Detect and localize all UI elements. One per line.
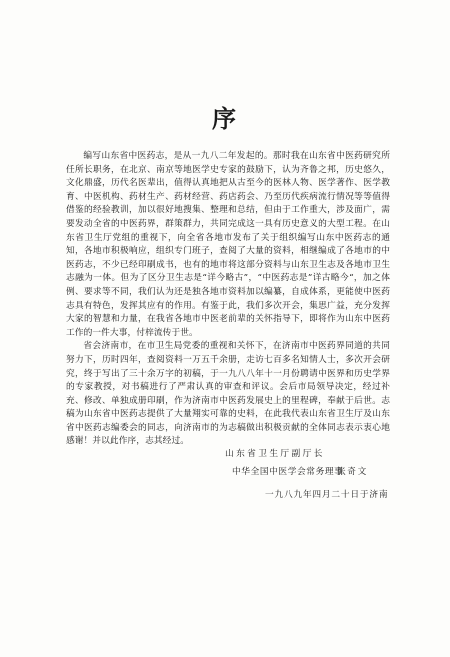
signature-date: 一九八九年四月二十日于济南 — [265, 490, 389, 500]
signature-title-1: 山东省卫生厅副厅长 — [225, 449, 325, 459]
preface-title: 序 — [212, 104, 238, 133]
paragraph: 编写山东省中医药志，是从一九八二年发起的。那时我在山东省中医药研究所任所长职务，在北京、南京等地医学史专家的鼓励下，认为齐鲁之邦，历史悠久，文化鼎盛，历代名医辈出，值得认真地把从古至今的医林人物、医学著作、医学教育、中医机构、药材生产、药材经营、药店药会、乃至历代疾病流行情况等等值得借鉴的经验教训，加以很好地搜集、整理和总结，但由于工作重大，涉及面广，需要发动全省的中医药界，群策群力，共同完成这一具有历史意义的大型工程。在山东省卫生厅党组的重视下，向全省各地市发布了关于组织编写山东中医药志的通知，各地市积极响应，组织专门班子，查阅了大量的资料，相继编成了各地市的中医药志，不少已经印刷成书，也有的地市将这部分资料与山东卫生志及各地市卫生志融为一体。但为了区分卫生志是“详今略古”，“中医药志是”详古略今“，加之体例、要求等不同，我们认为还是独各地市资料加以编纂，自成体系，更能使中医药志具有特色，发挥其应有的作用。有鉴于此，我们多次开会，集思广益，充分发挥大家的智慧和力量，在我省各地市中医老前辈的关怀指导下，即将作为山东中医药工作的一件大事，付梓流传于世。 — [66, 151, 390, 338]
signature-title-2: 中华全国中医学会常务理事 — [232, 467, 344, 477]
paragraph: 省会济南市，在市卫生局党委的重视和关怀下，在济南市中医药界同道的共同努力下，历时四年，查阅资料一万五千余册，走访七百多名知情人士，多次开会研究，终于写出了三十余万字的初稿，于一九八八年十一月份聘请中医界和历史学界的专家教授，对书稿进行了严肃认真的审查和评议。会后市局领导决定，经过补充、修改、单独成册印刷，作为济南市中医药发展史上的里程碑，奉献于后世。志稿为山东省中医药志提供了大量翔实可靠的史料，在此我代表山东省卫生厅及山东省中医药志编委会的同志，向济南市的为志稿做出积极贡献的全体同志表示衷心地感谢！并以此作序，志其经过。 — [66, 341, 390, 447]
signature-name: 张奇文 — [337, 467, 368, 477]
preface-body — [66, 150, 390, 449]
